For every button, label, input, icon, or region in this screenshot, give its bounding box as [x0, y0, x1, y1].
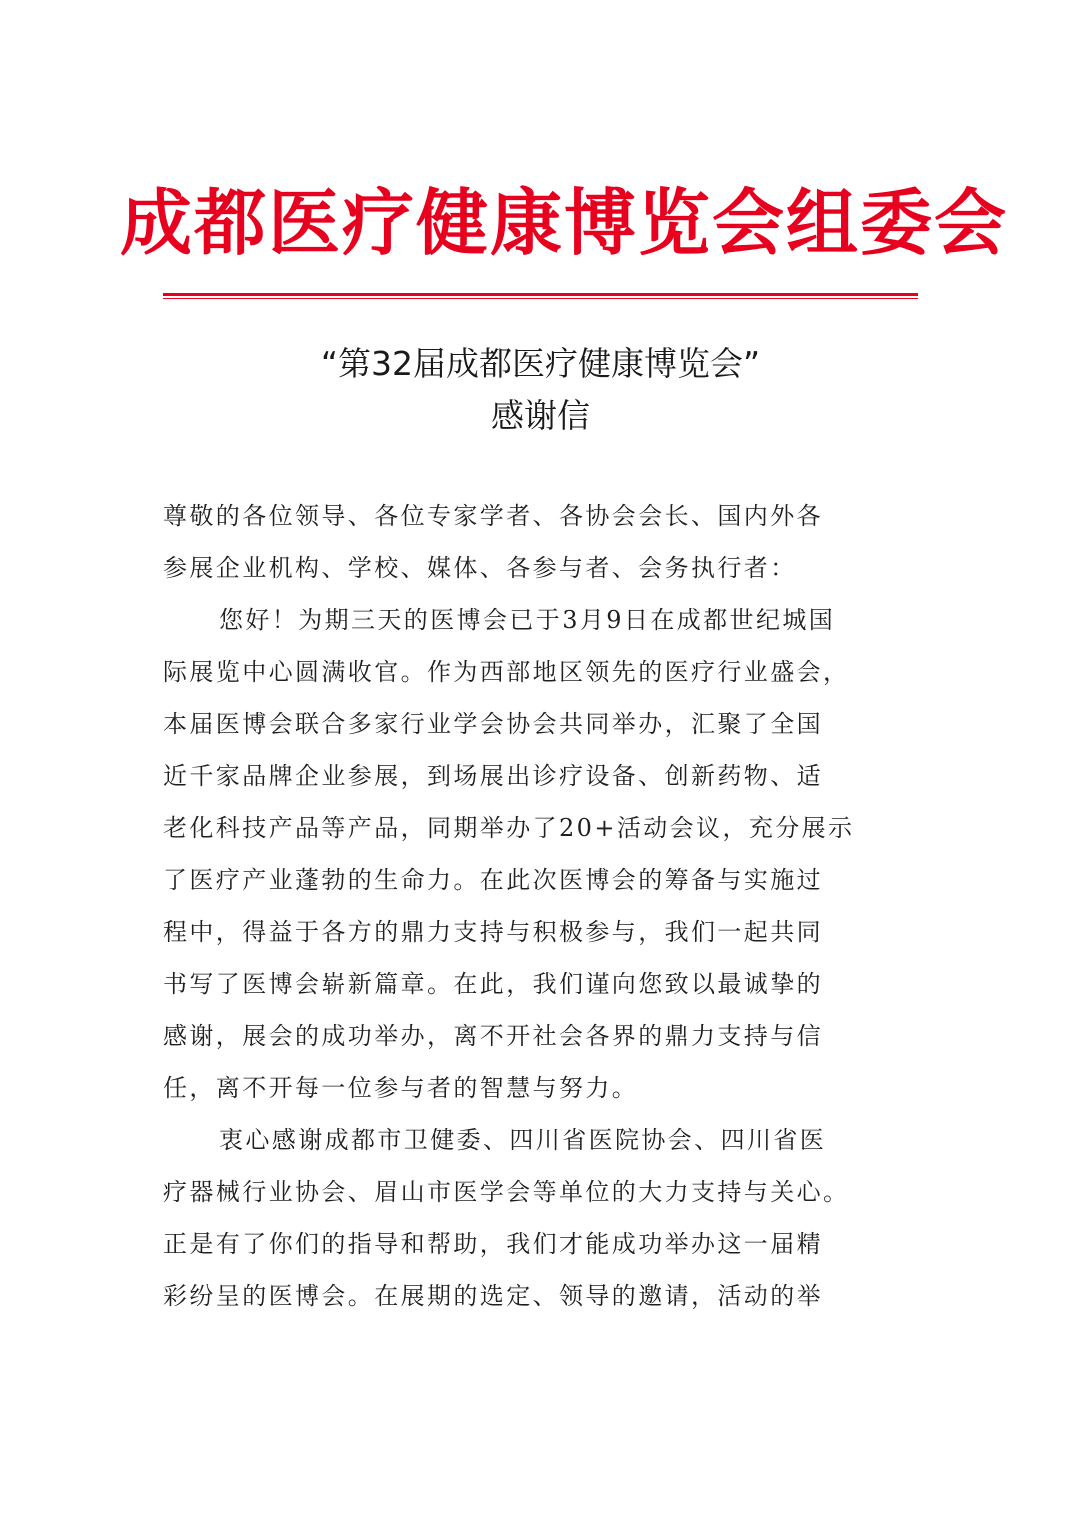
body-line: 老化科技产品等产品，同期举办了20+活动会议，充分展示 — [163, 814, 855, 842]
body-line: 近千家品牌企业参展，到场展出诊疗设备、创新药物、适 — [163, 762, 823, 790]
body-line-paragraph-1-start: 您好！为期三天的医博会已于3月9日在成都世纪城国 — [219, 606, 836, 634]
organization-header-title: 成都医疗健康博览会组委会 — [120, 180, 1009, 265]
body-line: 本届医博会联合多家行业学会协会共同举办，汇聚了全国 — [163, 710, 823, 738]
body-line: 正是有了你们的指导和帮助，我们才能成功举办这一届精 — [163, 1230, 823, 1258]
body-line-salutation-2: 参展企业机构、学校、媒体、各参与者、会务执行者： — [163, 554, 797, 582]
header-red-rule-thick — [163, 293, 918, 296]
body-line: 感谢，展会的成功举办，离不开社会各界的鼎力支持与信 — [163, 1022, 823, 1050]
body-line: 任，离不开每一位参与者的智慧与努力。 — [163, 1074, 639, 1102]
header-red-rule-thin — [163, 298, 918, 299]
body-line: 了医疗产业蓬勃的生命力。在此次医博会的筹备与实施过 — [163, 866, 823, 894]
letter-title-line-1: “第32届成都医疗健康博览会” — [320, 344, 761, 383]
body-line: 疗器械行业协会、眉山市医学会等单位的大力支持与关心。 — [163, 1178, 850, 1206]
body-line: 书写了医博会崭新篇章。在此，我们谨向您致以最诚挚的 — [163, 970, 823, 998]
letter-body — [163, 490, 923, 1322]
body-line-paragraph-2-start: 衷心感谢成都市卫健委、四川省医院协会、四川省医 — [219, 1126, 827, 1154]
letter-title — [163, 338, 918, 442]
body-line: 际展览中心圆满收官。作为西部地区领先的医疗行业盛会， — [163, 658, 850, 686]
body-line-salutation-1: 尊敬的各位领导、各位专家学者、各协会会长、国内外各 — [163, 502, 823, 530]
letter-title-line-2: 感谢信 — [491, 396, 590, 435]
body-line: 彩纷呈的医博会。在展期的选定、领导的邀请，活动的举 — [163, 1282, 823, 1310]
body-line: 程中，得益于各方的鼎力支持与积极参与，我们一起共同 — [163, 918, 823, 946]
